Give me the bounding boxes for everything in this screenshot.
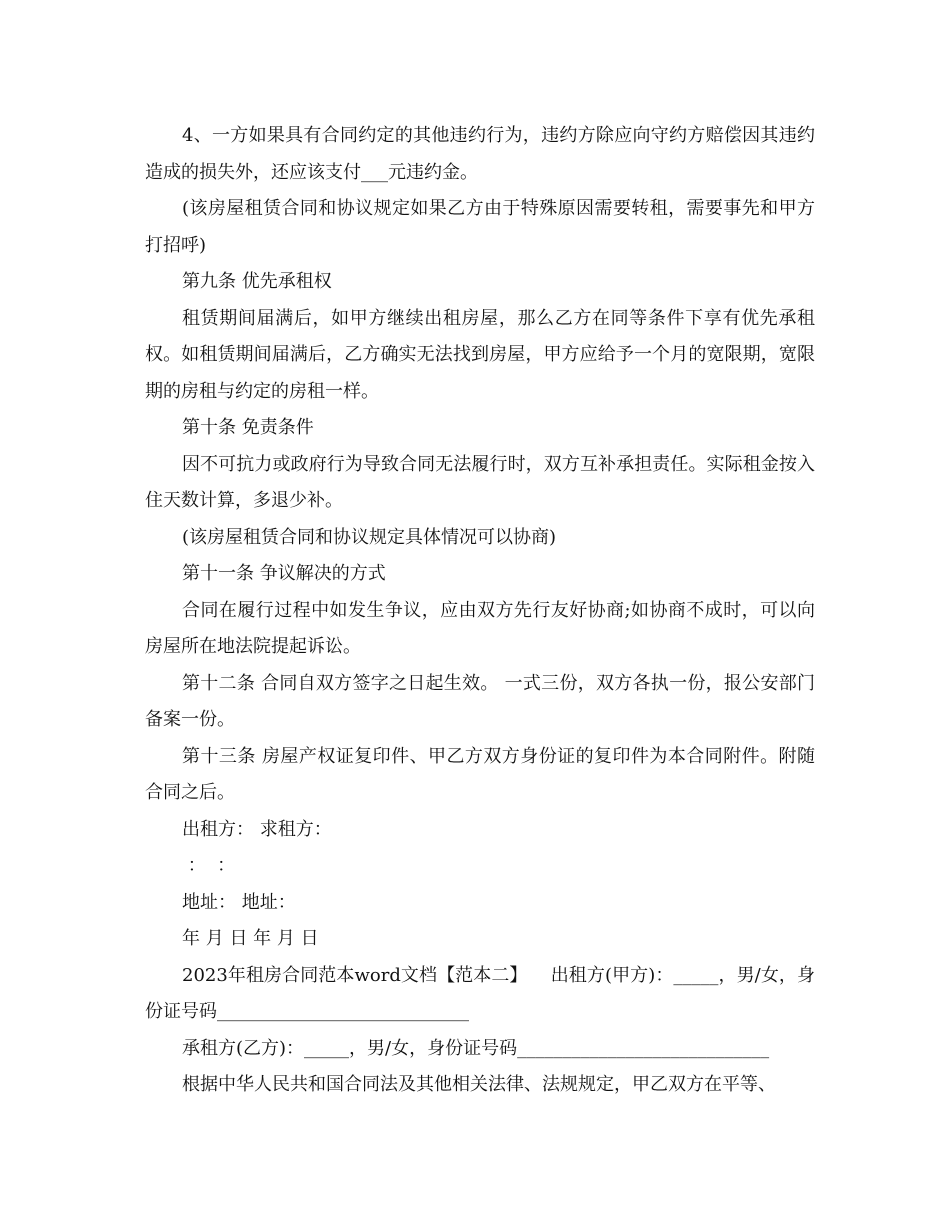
- paragraph-legal-basis: 根据中华人民共和国合同法及其他相关法律、法规规定，甲乙双方在平等、: [182, 1074, 776, 1095]
- paragraph-article-12: 第十二条 合同自双方签字之日起生效。 一式三份，双方各执一份，报公安部门备案一份。: [145, 672, 815, 730]
- paragraph-lessee: 承租方(乙方)：_____，男/女，身份证号码____________________________: [182, 1037, 770, 1059]
- signature-address: 地址： 地址：: [182, 891, 296, 913]
- heading-article-11: 第十一条 争议解决的方式: [182, 563, 386, 584]
- signature-date: 年 月 日 年 月 日: [182, 928, 319, 949]
- paragraph-template-two-lessor: 2023年租房合同范本word文档【范本二】 出租方(甲方)：_____，男/女，身份证号码____________________________: [145, 964, 815, 1022]
- paragraph-priority-lease: 租赁期间届满后，如甲方继续出租房屋，那么乙方在同等条件下享有优先承租权。如租赁期间届满后，乙方确实无法找到房屋，甲方应给予一个月的宽限期，宽限期的房租与约定的房租一样。: [145, 307, 815, 402]
- paragraph-negotiation-note: (该房屋租赁合同和协议规定具体情况可以协商): [182, 526, 557, 548]
- paragraph-article-13: 第十三条 房屋产权证复印件、甲乙方双方身份证的复印件为本合同附件。附随合同之后。: [145, 745, 815, 803]
- paragraph-exemption: 因不可抗力或政府行为导致合同无法履行时，双方互补承担责任。实际租金按入住天数计算，多退少补。: [145, 453, 815, 511]
- paragraph-penalty-clause: 4、一方如果具有合同约定的其他违约行为，违约方除应向守约方赔偿因其违约造成的损失外，还应该支付___元违约金。: [145, 125, 815, 183]
- paragraph-sublet-note: (该房屋租赁合同和协议规定如果乙方由于特殊原因需要转租，需要事先和甲方打招呼): [145, 198, 815, 256]
- document-body: [145, 118, 815, 1104]
- heading-article-9: 第九条 优先承租权: [182, 271, 332, 292]
- signature-parties: 出租方： 求租方：: [182, 818, 332, 840]
- heading-article-10: 第十条 免责条件: [182, 417, 314, 438]
- signature-colons: ： ：: [182, 855, 236, 876]
- paragraph-dispute-resolution: 合同在履行过程中如发生争议，应由双方先行友好协商;如协商不成时，可以向房屋所在地法院提起诉讼。: [145, 599, 815, 657]
